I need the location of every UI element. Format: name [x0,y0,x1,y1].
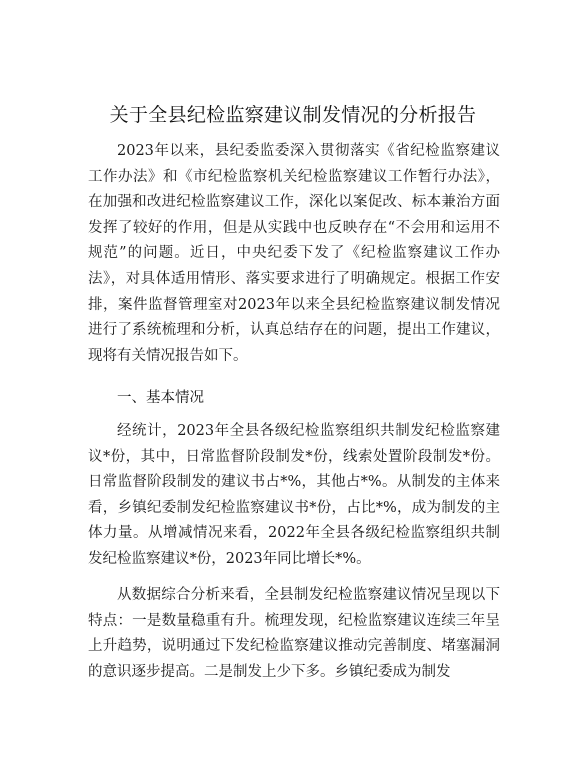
analysis-paragraph: 从数据综合分析来看，全县制发纪检监察建议情况呈现以下特点：一是数量稳重有升。梳理发现，纪检监察建议连续三年呈上升趋势，说明通过下发纪检监察建议推动完善制度、堵塞漏洞的意识逐步提高。二是制发上少下多。乡镇纪委成为制发 [88,587,500,680]
intro-paragraph: 2023年以来，县纪委监委深入贯彻落实《省纪检监察建议工作办法》和《市纪检监察机关纪检监察建议工作暂行办法》，在加强和改进纪检监察建议工作，深化以案促改、标本兼治方面发挥了较好的作用，但是从实践中也反映存在“不会用和运用不规范”的问题。近日，中央纪委下发了《纪检监察建议工作办法》，对具体适用情形、落实要求进行了明确规定。根据工作安排，案件监督管理室对2023年以来全县纪检监察建议制发情况进行了系统梳理和分析，认真总结存在的问题，提出工作建议，现将有关情况报告如下。 [88,143,500,364]
section-heading: 一、基本情况 [117,390,204,406]
document-title: 关于全县纪检监察建议制发情况的分析报告 [109,104,477,126]
statistics-paragraph: 经统计，2023年全县各级纪检监察组织共制发纪检监察建议*份，其中，日常监督阶段制发*份，线索处置阶段制发*份。日常监督阶段制发的建议书占*%，其他占*%。从制发的主体来看，乡镇纪委制发纪检监察建议书*份，占比*%，成为制发的主体力量。从增减情况来看，2022年全县各级纪检监察组织共制发纪检监察建议*份，2023年同比增长*%。 [88,423,500,567]
